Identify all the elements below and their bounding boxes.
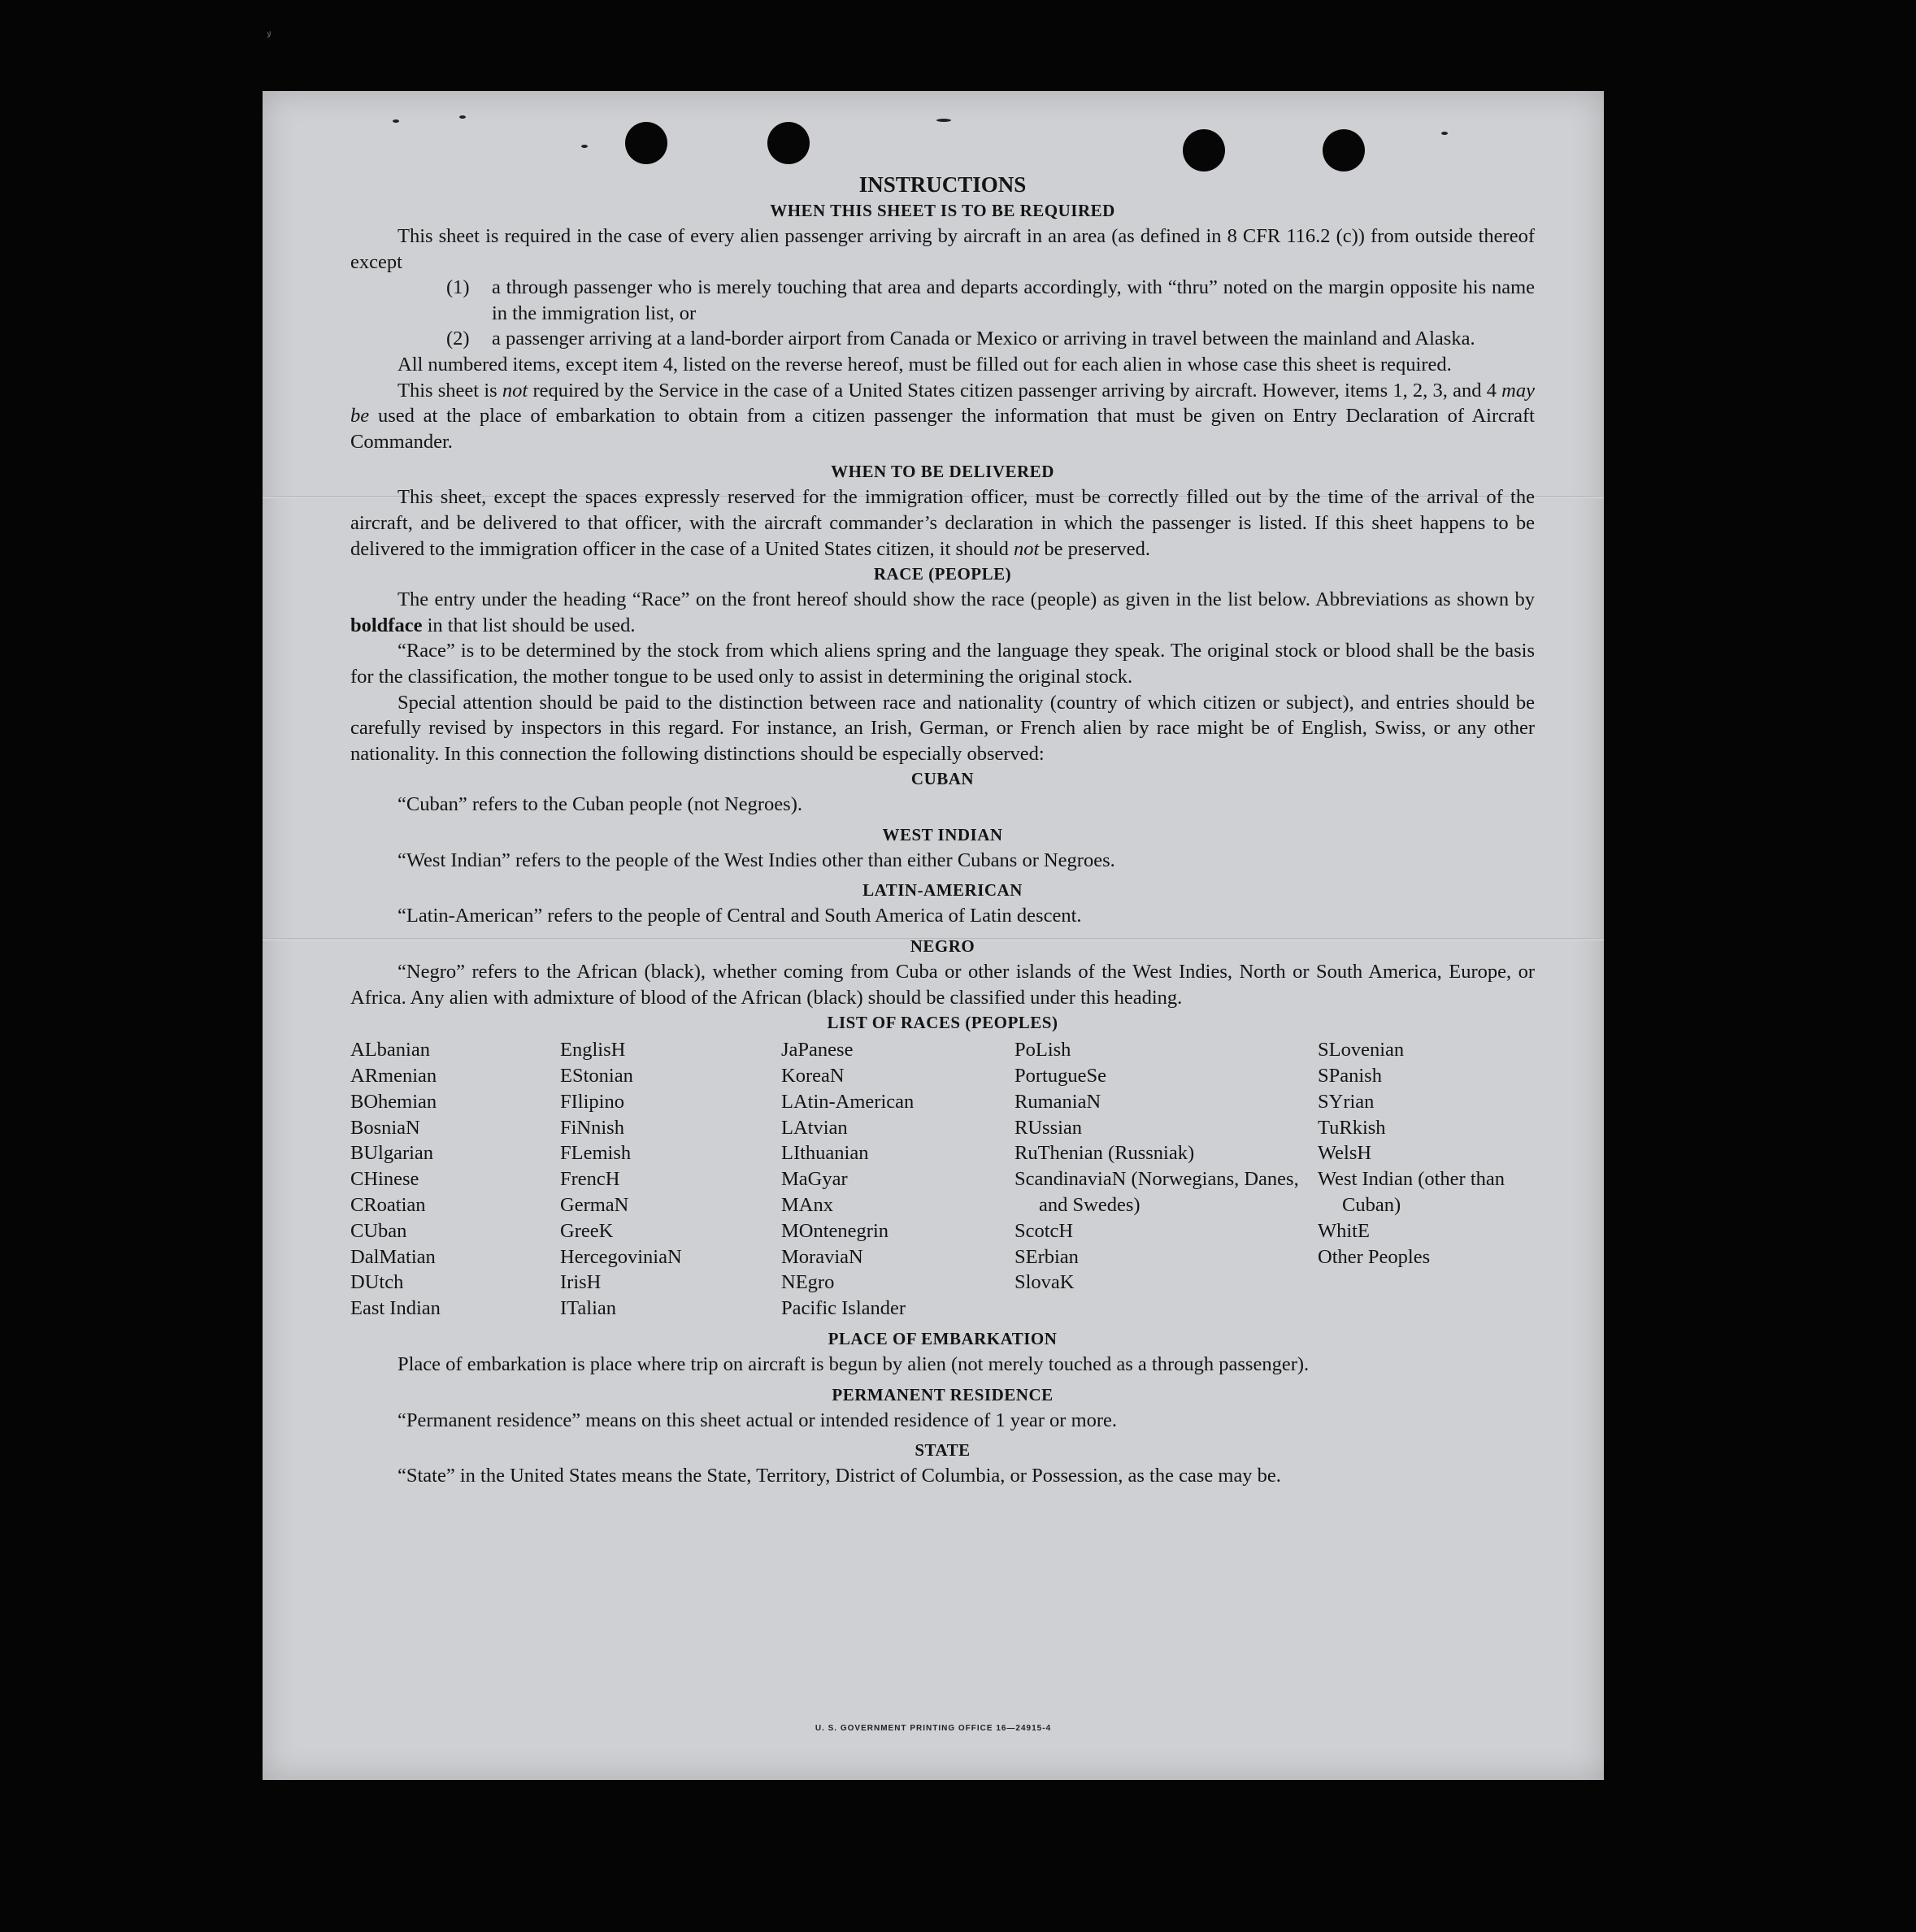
race-entry: BUlgarian — [350, 1142, 434, 1165]
race-entry: LIthuanian — [781, 1142, 869, 1165]
speck — [581, 145, 588, 148]
race-entry: MOntenegrin — [781, 1219, 888, 1242]
race-entry: MAnx — [781, 1194, 833, 1217]
race-entry: FLemish — [560, 1142, 632, 1165]
race-entry: WelsH — [1318, 1142, 1372, 1165]
race-entry: IrisH — [560, 1271, 602, 1294]
numbered-item — [446, 275, 1535, 326]
race-entry: HercegoviniaN — [560, 1245, 682, 1268]
race-entry: CUban — [350, 1219, 407, 1242]
race-entry: SYrian — [1318, 1090, 1375, 1113]
race-entry: EnglisH — [560, 1039, 626, 1062]
heading-when-delivered: WHEN TO BE DELIVERED — [831, 462, 1054, 482]
paragraph: The entry under the heading “Race” on the front hereof should show the race (people) as given in the list below. Abbreviations as shown by boldface in that list should be used. — [350, 588, 1535, 636]
heading-state: STATE — [915, 1440, 971, 1461]
corner-mark: ﻻ — [267, 31, 272, 40]
race-entry: PortugueSe — [1014, 1065, 1106, 1088]
heading-negro: NEGRO — [910, 936, 975, 957]
race-entry: East Indian — [350, 1297, 441, 1320]
race-entry: LAtin-American — [781, 1090, 915, 1113]
heading-west-indian: WEST INDIAN — [882, 824, 1003, 844]
race-entry: BosniaN — [350, 1116, 420, 1139]
race-entry: FrencH — [560, 1168, 620, 1191]
race-entry: ScotcH — [1014, 1219, 1074, 1242]
paragraph: “State” in the United States means the State, Territory, District of Columbia, or Possession, as the case may be. — [398, 1465, 1281, 1487]
race-entry: JaPanese — [781, 1039, 854, 1062]
race-entry: ITalian — [560, 1297, 617, 1320]
punch-hole — [1183, 129, 1225, 171]
race-entry: Other Peoples — [1318, 1245, 1431, 1268]
heading-list-of-races: LIST OF RACES (PEOPLES) — [827, 1013, 1058, 1033]
races-column-1 — [350, 1037, 560, 1322]
race-entry: DUtch — [350, 1271, 404, 1294]
paragraph: “Race” is to be determined by the stock from which aliens spring and the language they speak. The original stock or blood shall be the basis for the classification, the mother tongue to be used only to assist in determining the original stock. — [350, 640, 1535, 688]
item-text: a passenger arriving at a land-border airport from Canada or Mexico or arriving in travel between the mainland and Alaska. — [492, 328, 1475, 350]
races-list — [350, 1037, 1535, 1322]
paragraph: “Permanent residence” means on this sheet actual or intended residence of 1 year or more. — [398, 1409, 1118, 1431]
heading-latin-american: LATIN-AMERICAN — [862, 880, 1023, 901]
paragraph: This sheet, except the spaces expressly reserved for the immigration officer, must be correctly filled out by the time of the arrival of the aircraft, and be delivered to that officer, with the aircraft commander’s declaration in which the passenger is listed. If this sheet happens to be delivered to the immigration officer in the case of a United States citizen, it should not be preserved. — [350, 486, 1535, 560]
race-entry: MoraviaN — [781, 1245, 863, 1268]
races-column-5 — [1318, 1037, 1535, 1322]
paragraph: “West Indian” refers to the people of the West Indies other than either Cubans or Negroes. — [398, 849, 1115, 871]
race-entry: DalMatian — [350, 1245, 436, 1268]
race-entry: MaGyar — [781, 1168, 848, 1191]
race-entry: FiNnish — [560, 1116, 624, 1139]
race-entry: TuRkish — [1318, 1116, 1386, 1139]
race-entry: SErbian — [1014, 1245, 1079, 1268]
speck — [936, 119, 951, 122]
races-column-2 — [560, 1037, 781, 1322]
race-entry: RuThenian (Russniak) — [1014, 1142, 1195, 1165]
instruction-sheet — [263, 91, 1604, 1780]
heading-cuban: CUBAN — [910, 769, 975, 789]
race-entry: RumaniaN — [1014, 1090, 1101, 1113]
race-entry: CRoatian — [350, 1194, 426, 1217]
document-title: INSTRUCTIONS — [858, 172, 1027, 197]
race-entry: SlovaK — [1014, 1271, 1075, 1294]
race-entry: GreeK — [560, 1219, 614, 1242]
paragraph: “Latin-American” refers to the people of Central and South America of Latin descent. — [398, 905, 1082, 927]
race-entry: KoreaN — [781, 1065, 845, 1088]
race-entry: Pacific Islander — [781, 1297, 906, 1320]
item-text: a through passenger who is merely touching that area and departs accordingly, with “thru” noted on the margin opposite his name in the immigration list, or — [492, 276, 1535, 324]
race-entry: FIlipino — [560, 1090, 624, 1113]
race-entry: West Indian (other than Cuban) — [1318, 1168, 1505, 1217]
race-entry: LAtvian — [781, 1116, 848, 1139]
race-entry: WhitE — [1318, 1219, 1370, 1242]
race-entry: NEgro — [781, 1271, 835, 1294]
paragraph: Place of embarkation is place where trip on aircraft is begun by alien (not merely touched as a through passenger). — [398, 1353, 1310, 1376]
race-entry: ARmenian — [350, 1065, 437, 1088]
paragraph: Special attention should be paid to the distinction between race and nationality (country of which citizen or subject), and entries should be carefully revised by inspectors in this regard. For instance, an Irish, German, or French alien by race might be of English, Swiss, or any other nationality. In this connection the following distinctions should be especially observed: — [350, 691, 1535, 765]
item-number: (1) — [446, 276, 470, 299]
race-entry: ScandinaviaN (Norwegians, Danes, and Swedes) — [1014, 1168, 1299, 1217]
heading-race: RACE (PEOPLE) — [873, 564, 1012, 584]
printing-office-footer: U. S. GOVERNMENT PRINTING OFFICE 16—24915-4 — [815, 1724, 1052, 1733]
race-entry: PoLish — [1014, 1039, 1071, 1062]
punch-hole — [767, 122, 810, 164]
heading-when-required: WHEN THIS SHEET IS TO BE REQUIRED — [770, 201, 1115, 220]
race-entry: SPanish — [1318, 1065, 1382, 1088]
heading-place-of-embarkation: PLACE OF EMBARKATION — [828, 1329, 1058, 1349]
numbered-item — [446, 326, 1535, 352]
paragraph: All numbered items, except item 4, listed on the reverse hereof, must be filled out for each alien in whose case this sheet is required. — [398, 353, 1452, 376]
race-entry: ALbanian — [350, 1039, 430, 1062]
race-entry: RUssian — [1014, 1116, 1083, 1139]
punch-hole — [625, 122, 667, 164]
race-entry: GermaN — [560, 1194, 629, 1217]
punch-hole — [1323, 129, 1365, 171]
speck — [393, 119, 399, 123]
heading-permanent-residence: PERMANENT RESIDENCE — [832, 1384, 1054, 1404]
document-body — [350, 171, 1535, 1489]
speck — [1441, 132, 1448, 135]
paragraph: This sheet is not required by the Service in the case of a United States citizen passenger arriving by aircraft. However, items 1, 2, 3, and 4 may be used at the place of embarkation to obtain from a citizen passenger the information that must be given on Entry Declaration of Aircraft Commander. — [350, 379, 1535, 453]
paragraph: “Negro” refers to the African (black), whether coming from Cuba or other islands of the West Indies, North or South America, Europe, or Africa. Any alien with admixture of blood of the African (black) should be classified under this heading. — [350, 961, 1535, 1009]
races-column-3 — [781, 1037, 1014, 1322]
paragraph: “Cuban” refers to the Cuban people (not Negroes). — [398, 793, 802, 816]
paragraph: This sheet is required in the case of every alien passenger arriving by aircraft in an area (as defined in 8 CFR 116.2 (c)) from outside thereof except — [350, 225, 1535, 273]
race-entry: EStonian — [560, 1065, 633, 1088]
item-number: (2) — [446, 328, 470, 350]
races-column-4 — [1014, 1037, 1318, 1322]
speck — [459, 115, 466, 119]
race-entry: BOhemian — [350, 1090, 437, 1113]
race-entry: CHinese — [350, 1168, 419, 1191]
race-entry: SLovenian — [1318, 1039, 1405, 1062]
